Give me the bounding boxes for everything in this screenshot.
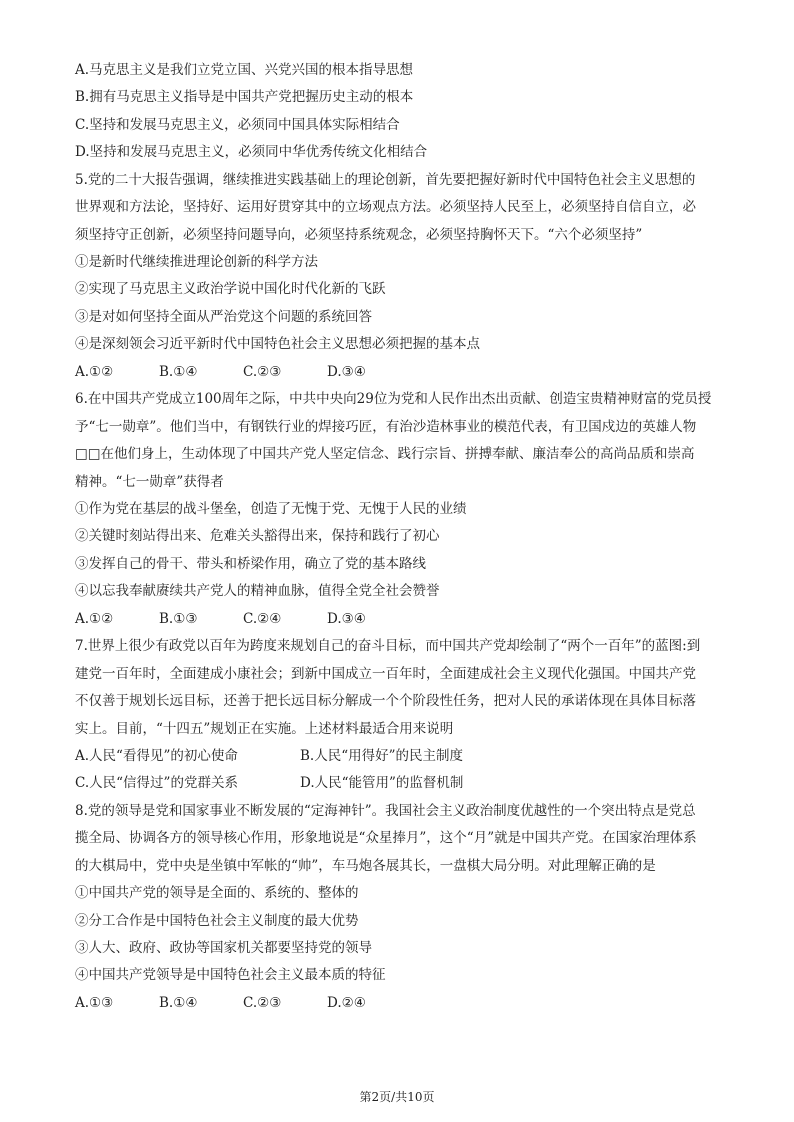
q5-stem-line: 世界观和方法论，坚持好、运用好贯穿其中的立场观点方法。必须坚持人民至上，必须坚持自信自立，必 (75, 199, 696, 215)
q5-item-1: ①是新时代继续推进理论创新的科学方法 (75, 254, 318, 270)
q4-option-d: D.坚持和发展马克思主义，必须同中华优秀传统文化相结合 (75, 144, 428, 160)
q8-stem-line: 揽全局、协调各方的领导核心作用，形象地说是“众星捧月”，这个“月”就是中国共产党。在国家治理体系 (75, 830, 697, 846)
q6-item-4: ④以忘我奉献赓续共产党人的精神血脉，值得全党全社会赞誉 (75, 583, 440, 599)
q5-item-4: ④是深刻领会习近平新时代中国特色社会主义思想必须把握的基本点 (75, 336, 480, 352)
q8-item-3: ③人大、政府、政协等国家机关都要坚持党的领导 (75, 940, 372, 956)
q8-choice-d: D.②④ (327, 995, 366, 1011)
q7-stem-line: 7.世界上很少有政党以百年为跨度来规划自己的奋斗目标，而中国共产党却绘制了“两个一百年”的蓝图:到 (75, 638, 701, 654)
q6-item-3: ③发挥自己的骨干、带头和桥梁作用，确立了党的基本路线 (75, 556, 426, 572)
q6-choice-c: C.②④ (243, 611, 282, 627)
page-number: 第2页/共10页 (359, 1090, 435, 1104)
q7-stem-line: 实上。目前，“十四五”规划正在实施。上述材料最适合用来说明 (75, 721, 454, 737)
q8-stem-line: 的大棋局中，党中央是坐镇中军帐的“帅”，车马炮各展其长，一盘棋大局分明。对此理解正确的是 (75, 858, 656, 874)
q7-choice-d: D.人民“能管用”的监督机制 (300, 775, 464, 791)
q4-option-a: A.马克思主义是我们立党立国、兴党兴国的根本指导思想 (75, 62, 414, 78)
q8-item-2: ②分工合作是中国特色社会主义制度的最大优势 (75, 913, 359, 929)
q6-item-1: ①作为党在基层的战斗堡垒，创造了无愧于党、无愧于人民的业绩 (75, 501, 467, 517)
q5-choice-a: A.①② (75, 364, 114, 380)
q6-choice-d: D.③④ (327, 611, 366, 627)
q7-choice-c: C.人民“信得过”的党群关系 (75, 775, 238, 791)
q5-choice-d: D.③④ (327, 364, 366, 380)
q6-choice-a: A.①② (75, 611, 114, 627)
q8-choice-c: C.②③ (243, 995, 282, 1011)
q5-stem-line: 须坚持守正创新，必须坚持问题导向，必须坚持系统观念，必须坚持胸怀天下。“六个必须坚持” (75, 227, 643, 243)
q7-choice-a: A.人民“看得见”的初心使命 (75, 748, 238, 764)
q6-stem-line: 予“七一勋章”。他们当中，有钢铁行业的焊接巧匠，有治沙造林事业的模范代表，有卫国戍边的英雄人物 (75, 419, 697, 435)
q8-stem-line: 8.党的领导是党和国家事业不断发展的“定海神针”。我国社会主义政治制度优越性的一个突出特点是党总 (75, 803, 696, 819)
q6-choice-b: B.①③ (159, 611, 198, 627)
q4-option-c: C.坚持和发展马克思主义，必须同中国具体实际相结合 (75, 117, 400, 133)
q7-choice-b: B.人民“用得好”的民主制度 (300, 748, 464, 764)
q5-choice-c: C.②③ (243, 364, 282, 380)
q8-item-1: ①中国共产党的领导是全面的、系统的、整体的 (75, 885, 359, 901)
q7-stem-line: 不仅善于规划长远目标，还善于把长远目标分解成一个个阶段性任务，把对人民的承诺体现在具体目标落 (75, 693, 696, 709)
q5-choice-b: B.①④ (159, 364, 198, 380)
q8-item-4: ④中国共产党领导是中国特色社会主义最本质的特征 (75, 967, 386, 983)
q8-choice-a: A.①③ (75, 995, 114, 1011)
q4-option-b: B.拥有马克思主义指导是中国共产党把握历史主动的根本 (75, 89, 414, 105)
q6-stem-line: □□在他们身上，生动体现了中国共产党人坚定信念、践行宗旨、拼搏奉献、廉洁奉公的高尚品质和崇高 (75, 446, 695, 462)
q6-stem-line: 6.在中国共产党成立100周年之际，中共中央向29位为党和人民作出杰出贡献、创造宝贵精神财富的党员授 (75, 391, 712, 407)
q7-stem-line: 建党一百年时，全面建成小康社会；到新中国成立一百年时，全面建成社会主义现代化强国。中国共产党 (75, 666, 696, 682)
q8-choice-b: B.①④ (159, 995, 198, 1011)
q6-item-2: ②关键时刻站得出来、危难关头豁得出来，保持和践行了初心 (75, 528, 440, 544)
q5-stem-line: 5.党的二十大报告强调，继续推进实践基础上的理论创新，首先要把握好新时代中国特色社会主义思想的 (75, 172, 696, 188)
q5-item-3: ③是对如何坚持全面从严治党这个问题的系统回答 (75, 309, 372, 325)
q5-item-2: ②实现了马克思主义政治学说中国化时代化新的飞跃 (75, 281, 386, 297)
q6-stem-line: 精神。“七一勋章”获得者 (75, 474, 224, 490)
